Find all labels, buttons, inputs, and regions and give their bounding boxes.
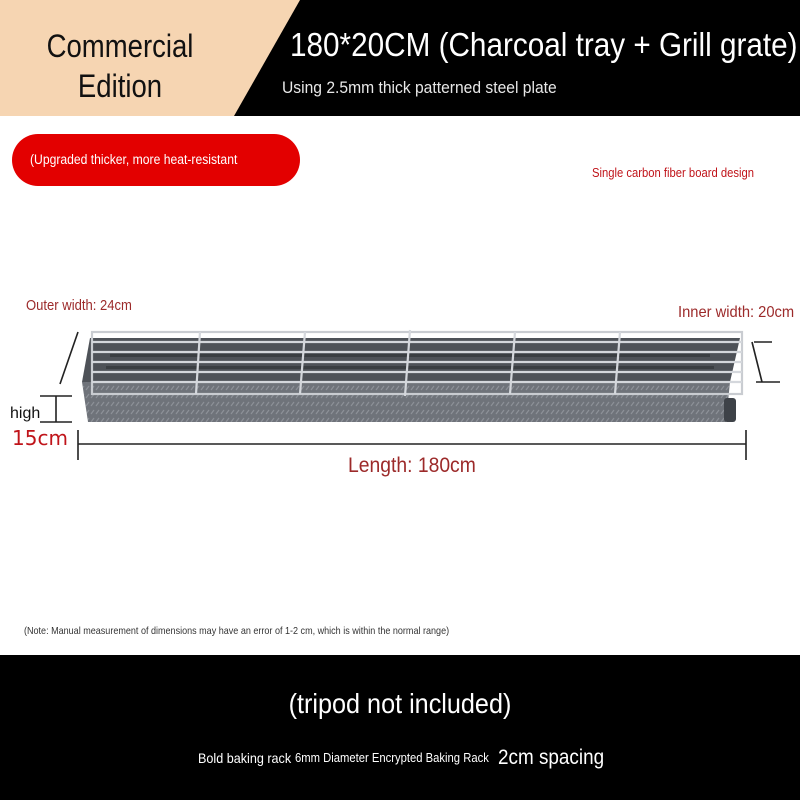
tray-back-wall	[82, 338, 740, 382]
measurement-note: (Note: Manual measurement of dimensions may have an error of 1-2 cm, which is within the normal range)	[24, 625, 450, 637]
length-label: Length: 180cm	[348, 454, 476, 477]
footer-banner	[0, 655, 800, 800]
spec-spacing: 2cm spacing	[498, 746, 605, 769]
page-subtitle: Using 2.5mm thick patterned steel plate	[282, 78, 557, 97]
height-value: 15cm	[12, 426, 68, 450]
tray-side-handle	[724, 398, 736, 422]
promo-badge-text: (Upgraded thicker, more heat-resistant	[30, 152, 238, 167]
page-title: 180*20CM (Charcoal tray + Grill grate)	[290, 26, 798, 63]
spec-bold-rack: Bold baking rack	[198, 750, 292, 766]
spec-diameter: 6mm Diameter Encrypted Baking Rack	[295, 751, 489, 765]
tripod-note: (tripod not included)	[288, 688, 512, 719]
height-label: high	[10, 405, 41, 422]
outer-width-label: Outer width: 24cm	[26, 298, 132, 314]
edition-line-2: Edition	[77, 68, 163, 104]
inner-width-label: Inner width: 20cm	[678, 304, 795, 321]
edition-line-1: Commercial	[46, 28, 194, 64]
design-note: Single carbon fiber board design	[592, 166, 754, 180]
